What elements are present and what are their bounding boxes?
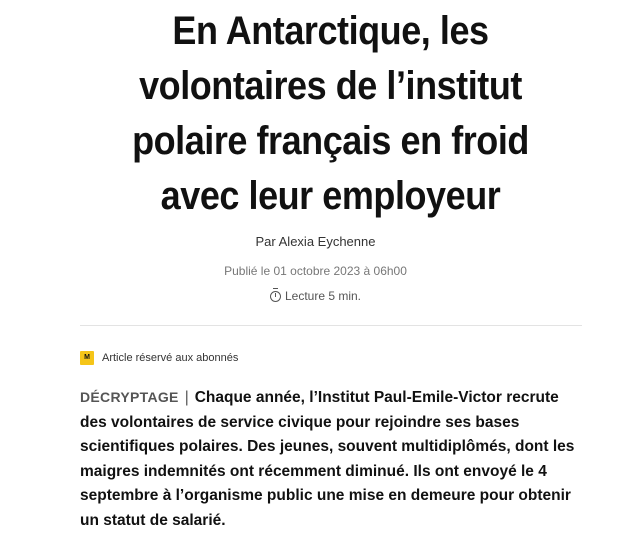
headline-line: polaire français en froid xyxy=(132,119,529,163)
subscriber-notice-label: Article réservé aux abonnés xyxy=(102,352,239,364)
headline-line: avec leur employeur xyxy=(160,174,501,218)
headline-line: volontaires de l’institut xyxy=(139,64,522,108)
article-lede xyxy=(80,385,585,533)
publish-date: Publié le 01 octobre 2023 à 06h00 xyxy=(224,264,407,278)
clock-icon xyxy=(270,291,281,302)
byline[interactable] xyxy=(0,234,631,249)
lede-text: Chaque année, l’Institut Paul-Emile-Victor recrute des volontaires de service civique pour rejoindre ses bases scientifiques polaires. Des jeunes, souvent multidiplômés, dont les maigres indemnités ont récemment diminué. Ils ont envoyé le 4 septembre à l’organisme public une mise en demeure pour obtenir un statut de salarié. xyxy=(80,389,575,529)
article-headline xyxy=(78,4,583,224)
divider xyxy=(80,325,582,326)
headline-line: En Antarctique, les xyxy=(172,9,489,53)
subscriber-badge-icon: M xyxy=(80,351,94,365)
kicker-label: DÉCRYPTAGE xyxy=(80,389,179,405)
subscriber-notice xyxy=(80,350,238,366)
author-link[interactable]: Par Alexia Eychenne xyxy=(255,234,376,249)
reading-time-label: Lecture 5 min. xyxy=(284,289,362,303)
kicker-separator: | xyxy=(184,389,189,406)
reading-time xyxy=(0,289,631,303)
